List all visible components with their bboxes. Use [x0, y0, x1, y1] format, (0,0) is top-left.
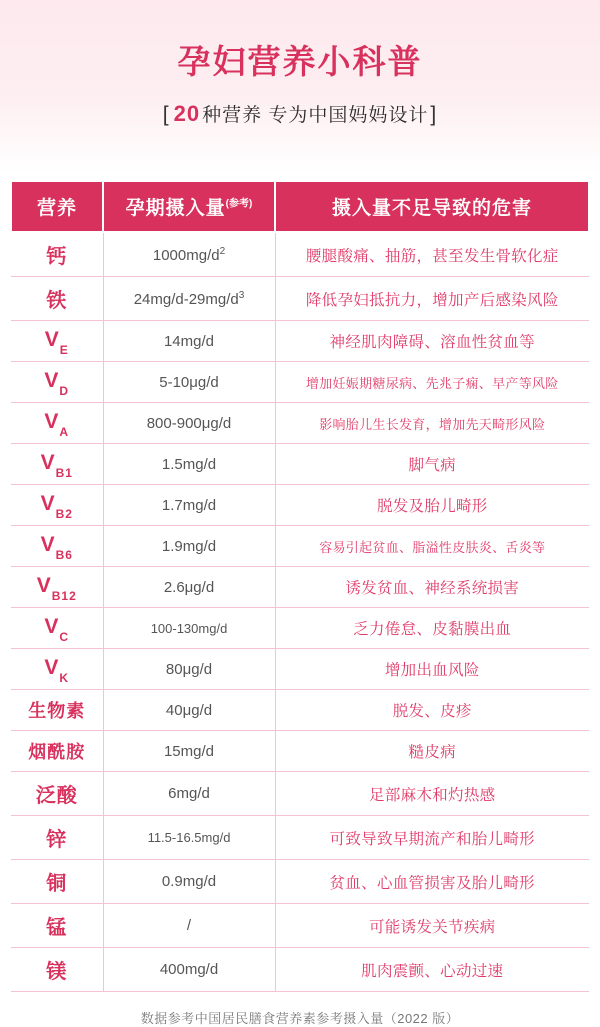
nutrient-name: 泛酸: [11, 772, 103, 816]
deficiency-harm: 降低孕妇抵抗力，增加产后感染风险: [275, 277, 589, 321]
deficiency-harm: 影响胎儿生长发育，增加先天畸形风险: [275, 403, 589, 444]
table-row: [11, 904, 589, 948]
vitamin-label: [44, 369, 70, 398]
column-header-intake-note: (参考): [225, 198, 253, 210]
deficiency-harm: 肌肉震颤、心动过速: [275, 948, 589, 992]
deficiency-harm: 可致导致早期流产和胎儿畸形: [275, 816, 589, 860]
column-header-intake-label: 孕期摄入量: [125, 198, 226, 219]
intake-footnote-marker: 3: [238, 289, 245, 301]
deficiency-harm: 脱发、皮疹: [275, 690, 589, 731]
deficiency-harm: 贫血、心血管损害及胎儿畸形: [275, 860, 589, 904]
vitamin-subscript: C: [59, 630, 70, 644]
deficiency-harm: 容易引起贫血、脂溢性皮肤炎、舌炎等: [275, 526, 589, 567]
subtitle-bracket-right: ]: [430, 102, 438, 126]
deficiency-harm: 增加出血风险: [275, 649, 589, 690]
nutrient-name: 锰: [11, 904, 103, 948]
deficiency-harm: 足部麻木和灼热感: [275, 772, 589, 816]
vitamin-subscript: B2: [55, 507, 73, 521]
intake-amount: 0.9mg/d: [103, 860, 275, 904]
intake-amount: 800-900μg/d: [103, 403, 275, 444]
table-row: [11, 277, 589, 321]
intake-amount: 11.5-16.5mg/d: [103, 816, 275, 860]
intake-amount: 1.5mg/d: [103, 444, 275, 485]
nutrient-name: [11, 321, 103, 362]
vitamin-base: V: [44, 410, 60, 433]
nutrient-name: [11, 608, 103, 649]
table-row: [11, 948, 589, 992]
intake-amount: 400mg/d: [103, 948, 275, 992]
nutrient-name: 生物素: [11, 690, 103, 731]
table-row: [11, 731, 589, 772]
deficiency-harm: 神经肌肉障碍、溶血性贫血等: [275, 321, 589, 362]
intake-footnote-marker: 2: [219, 245, 226, 257]
nutrient-name: [11, 362, 103, 403]
nutrient-name: [11, 649, 103, 690]
table-header: [11, 181, 589, 232]
nutrient-name: 锌: [11, 816, 103, 860]
table-row: [11, 567, 589, 608]
nutrient-name: 铁: [11, 277, 103, 321]
vitamin-label: [44, 328, 69, 357]
deficiency-harm: 增加妊娠期糖尿病、先兆子痫、早产等风险: [275, 362, 589, 403]
intake-amount: $1000mg/d^2$: [103, 232, 275, 277]
nutrient-name: [11, 567, 103, 608]
nutrient-name: 铜: [11, 860, 103, 904]
table-row: [11, 444, 589, 485]
deficiency-harm: 腰腿酸痛、抽筋，甚至发生骨软化症: [275, 232, 589, 277]
nutrient-name: 烟酰胺: [11, 731, 103, 772]
vitamin-subscript: A: [59, 425, 70, 439]
vitamin-base: V: [44, 656, 60, 679]
vitamin-subscript: B12: [51, 589, 77, 603]
deficiency-harm: 糙皮病: [275, 731, 589, 772]
table-row: [11, 526, 589, 567]
vitamin-label: [40, 492, 73, 521]
table-row: [11, 362, 589, 403]
nutrient-name: 镁: [11, 948, 103, 992]
table-row: [11, 690, 589, 731]
subtitle-text-b: 专为中国妈妈设计: [268, 104, 429, 126]
vitamin-subscript: B1: [55, 466, 73, 480]
column-header-intake: [103, 181, 275, 232]
nutrition-table: [10, 180, 590, 992]
vitamin-label: [40, 451, 73, 480]
intake-amount: 1.9mg/d: [103, 526, 275, 567]
intake-amount: $24mg/d-29mg/d^3$: [103, 277, 275, 321]
intake-amount: 40μg/d: [103, 690, 275, 731]
vitamin-subscript: D: [59, 384, 70, 398]
intake-amount: 15mg/d: [103, 731, 275, 772]
subtitle: [0, 100, 600, 127]
subtitle-count: 20: [173, 100, 201, 126]
table-row: [11, 321, 589, 362]
table-row: [11, 608, 589, 649]
deficiency-harm: 诱发贫血、神经系统损害: [275, 567, 589, 608]
deficiency-harm: 可能诱发关节疾病: [275, 904, 589, 948]
vitamin-base: V: [40, 533, 56, 556]
nutrient-name: [11, 444, 103, 485]
table-row: [11, 816, 589, 860]
vitamin-subscript: K: [59, 671, 70, 685]
deficiency-harm: 脚气病: [275, 444, 589, 485]
intake-amount: 6mg/d: [103, 772, 275, 816]
page-title: 孕妇营养小科普: [177, 43, 423, 80]
vitamin-base: V: [40, 451, 56, 474]
vitamin-label: [44, 615, 70, 644]
vitamin-subscript: E: [59, 343, 69, 357]
subtitle-bracket-left: [: [162, 102, 170, 126]
intake-amount: 2.6μg/d: [103, 567, 275, 608]
intake-amount: 1.7mg/d: [103, 485, 275, 526]
table-row: [11, 860, 589, 904]
vitamin-base: V: [36, 574, 52, 597]
intake-amount: 5-10μg/d: [103, 362, 275, 403]
vitamin-subscript: B6: [55, 548, 73, 562]
vitamin-base: V: [40, 492, 56, 515]
vitamin-base: V: [44, 328, 60, 351]
vitamin-label: [44, 410, 70, 439]
table-header-row: [11, 181, 589, 232]
table-row: [11, 649, 589, 690]
column-header-harm: 摄入量不足导致的危害: [275, 181, 589, 232]
vitamin-label: [44, 656, 70, 685]
subtitle-text-a: 种营养: [202, 104, 263, 126]
vitamin-label: [40, 533, 73, 562]
footer-note: 数据参考中国居民膳食营养素参考摄入量（2022 版）: [140, 1011, 460, 1026]
nutrient-name: [11, 526, 103, 567]
nutrient-name: 钙: [11, 232, 103, 277]
nutrient-name: [11, 485, 103, 526]
table-row: [11, 485, 589, 526]
column-header-nutrient: 营养: [11, 181, 103, 232]
deficiency-harm: 脱发及胎儿畸形: [275, 485, 589, 526]
header-banner: [0, 0, 600, 172]
table-row: [11, 403, 589, 444]
nutrition-table-wrap: [10, 180, 590, 992]
vitamin-base: V: [44, 615, 60, 638]
vitamin-label: [36, 574, 77, 603]
table-row: [11, 772, 589, 816]
intake-amount: /: [103, 904, 275, 948]
table-body: [11, 232, 589, 992]
deficiency-harm: 乏力倦怠、皮黏膜出血: [275, 608, 589, 649]
intake-amount: 14mg/d: [103, 321, 275, 362]
intake-amount: 100-130mg/d: [103, 608, 275, 649]
nutrient-name: [11, 403, 103, 444]
intake-amount: 80μg/d: [103, 649, 275, 690]
vitamin-base: V: [44, 369, 60, 392]
table-row: [11, 232, 589, 277]
